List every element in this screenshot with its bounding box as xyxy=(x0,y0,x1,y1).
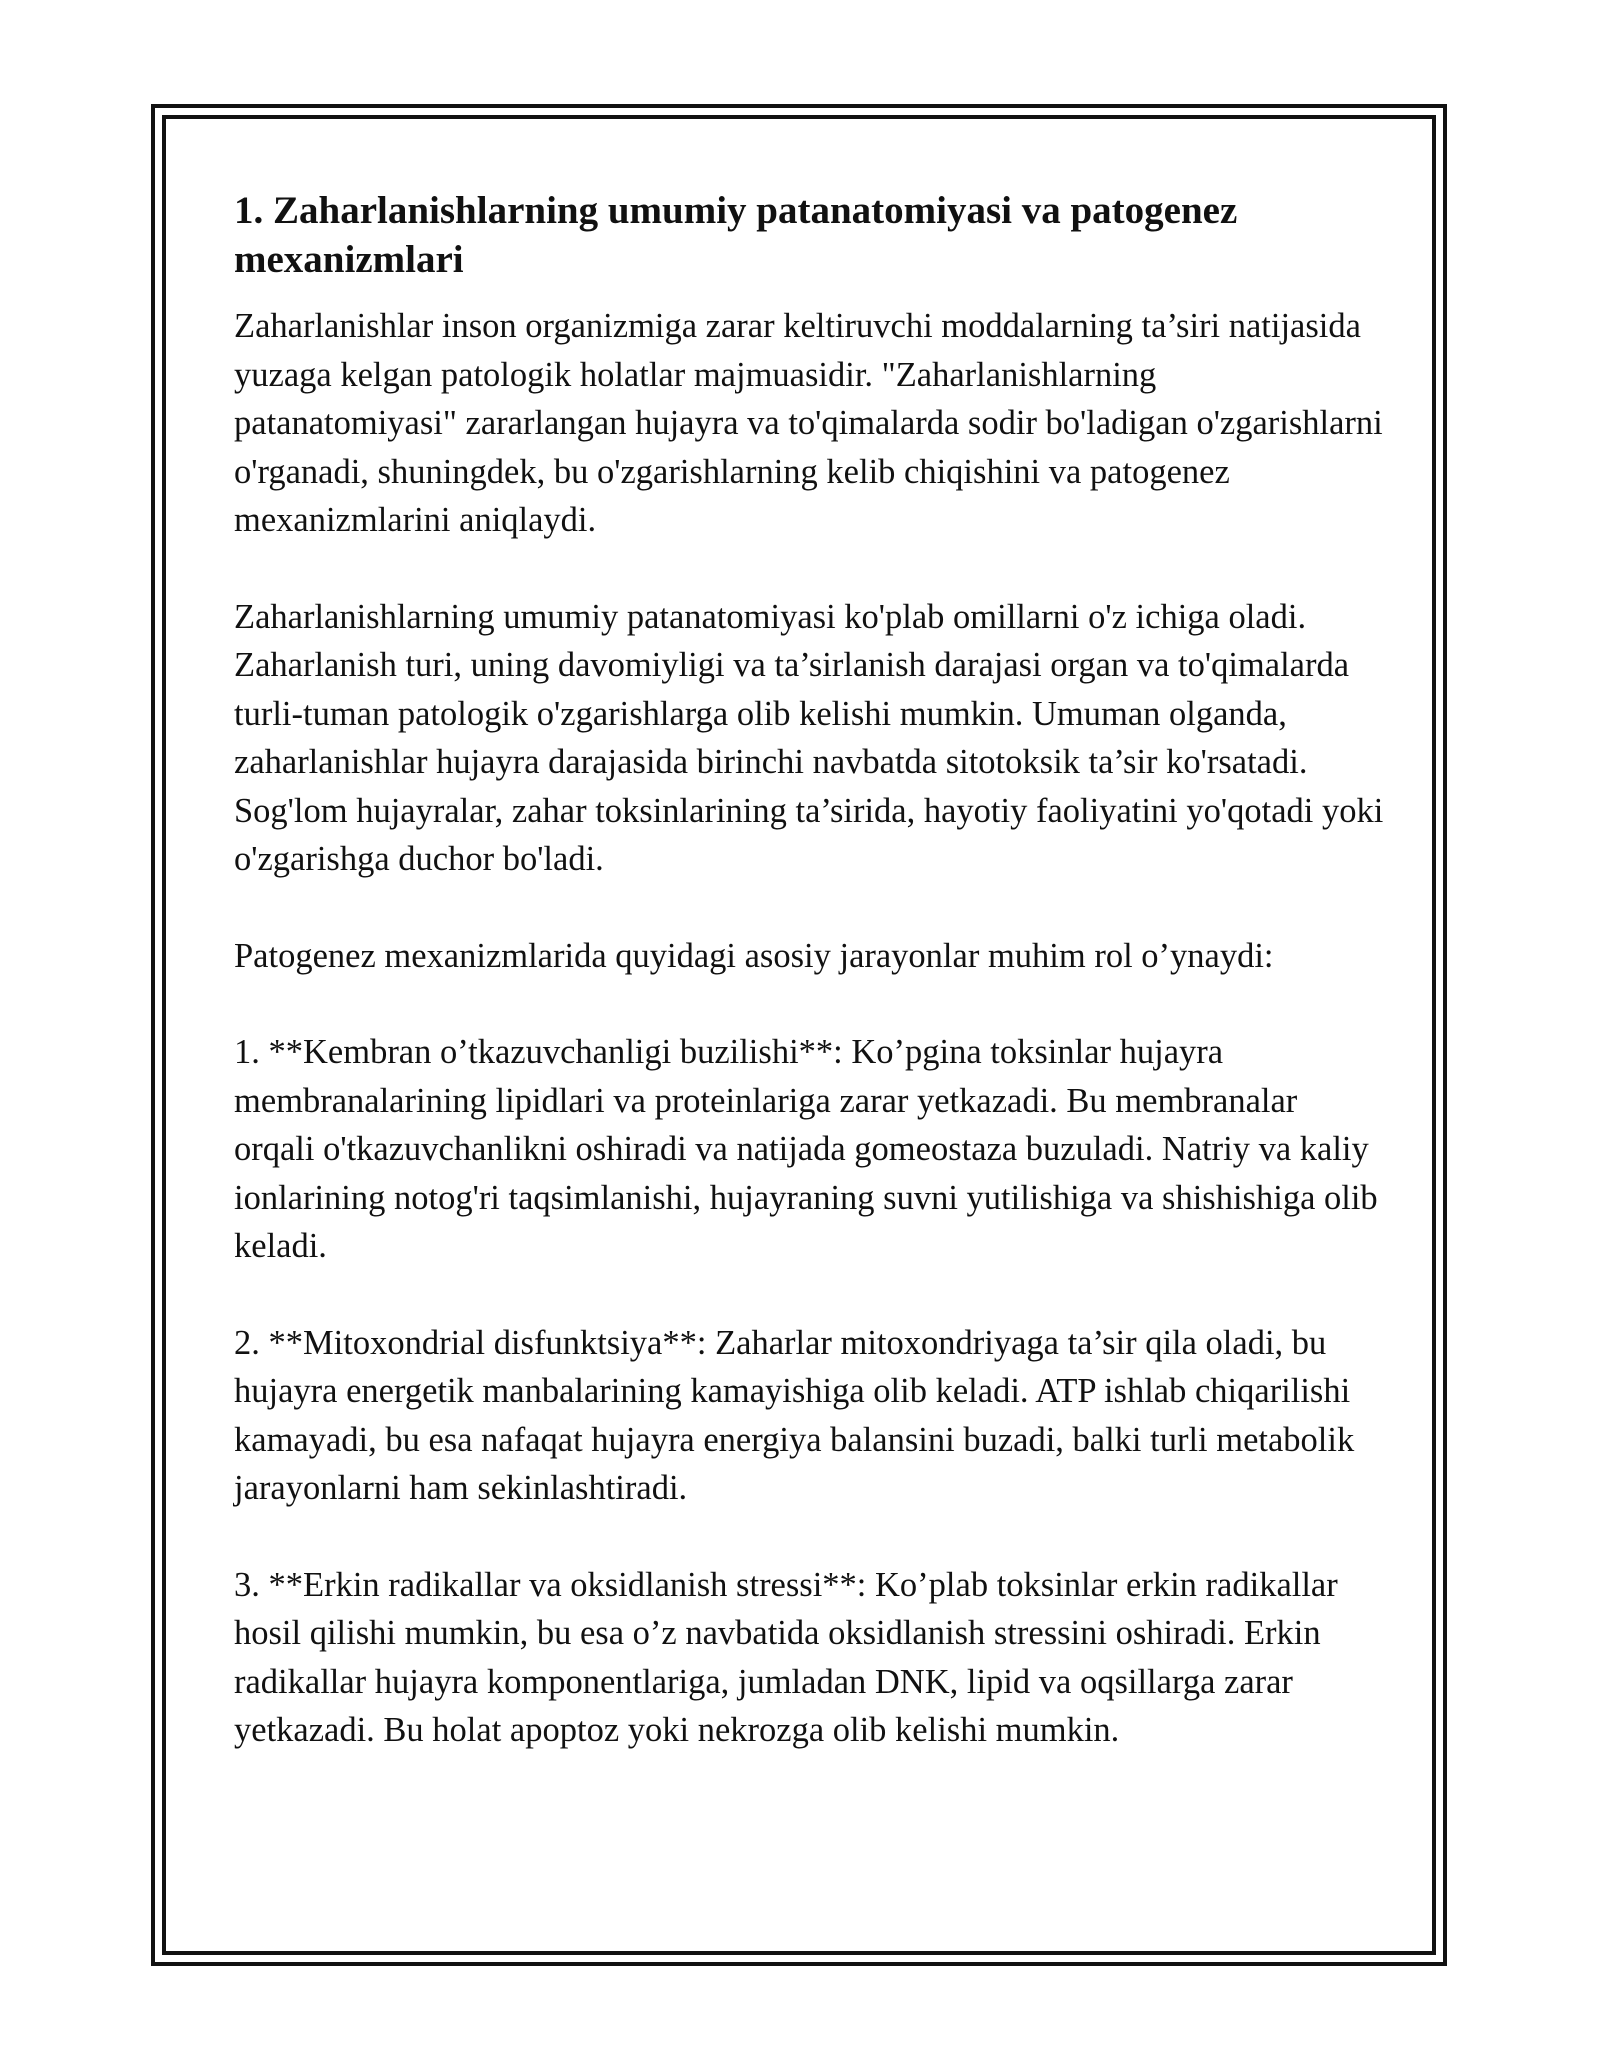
list-item-mitochondrial-dysfunction: 2. **Mitoxondrial disfunktsiya**: Zaharlar mitoxondriyaga ta’sir qila oladi, bu hujayra energetik manbalarining kamayishiga olib keladi. ATP ishlab chiqarilishi kamayadi, bu esa nafaqat hujayra energiya balansini buzadi, balki turli metabolik jarayonlarni ham sekinlashtiradi. xyxy=(234,1323,1355,1507)
section-heading: 1. Zaharlanishlarning umumiy patanatomiyasi va patogenez mexanizmlari xyxy=(234,189,1238,281)
paragraph-general-patanatomy: Zaharlanishlarning umumiy patanatomiyasi ko'plab omillarni o'z ichiga oladi. Zaharlanish turi, uning davomiyligi va ta’sirlanish darajasi organ va to'qimalarda turli-tuman patologik o'zgarishlarga olib kelishi mumkin. Umuman olganda, zaharlanishlar hujayra darajasida birinchi navbatda sitotoksik ta’sir ko'rsatadi. Sog'lom hujayralar, zahar toksinlarining ta’sirida, hayotiy faoliyatini yo'qotadi yoki o'zgarishga duchor bo'ladi. xyxy=(234,597,1384,878)
paragraph-intro: Zaharlanishlar inson organizmiga zarar keltiruvchi moddalarning ta’siri natijasida yuzaga kelgan patologik holatlar majmuasidir. "Zaharlanishlarning patanatomiyasi" zararlangan hujayra va to'qimalarda sodir bo'ladigan o'zgarishlarni o'rganadi, shuningdek, bu o'zgarishlarning kelib chiqishini va patogenez mexanizmlarini aniqlaydi. xyxy=(234,307,1383,539)
document-body xyxy=(234,186,1384,1803)
list-item-free-radicals: 3. **Erkin radikallar va oksidlanish stressi**: Ko’plab toksinlar erkin radikallar hosil qilishi mumkin, bu esa o’z navbatida oksidlanish stressini oshiradi. Erkin radikallar hujayra komponentlariga, jumladan DNK, lipid va oqsillarga zarar yetkazadi. Bu holat apoptoz yoki nekrozga olib kelishi mumkin. xyxy=(234,1565,1338,1749)
paragraph-mechanisms-lead: Patogenez mexanizmlarida quyidagi asosiy jarayonlar muhim rol o’ynaydi: xyxy=(234,936,1274,975)
list-item-membrane-permeability: 1. **Kembran o’tkazuvchanligi buzilishi**: Ko’pgina toksinlar hujayra membranalarining lipidlari va proteinlariga zarar yetkazadi. Bu membranalar orqali o'tkazuvchanlikni oshiradi va natijada gomeostaza buzuladi. Natriy va kaliy ionlarining notog'ri taqsimlanishi, hujayraning suvni yutilishiga va shishishiga olib keladi. xyxy=(234,1033,1378,1265)
